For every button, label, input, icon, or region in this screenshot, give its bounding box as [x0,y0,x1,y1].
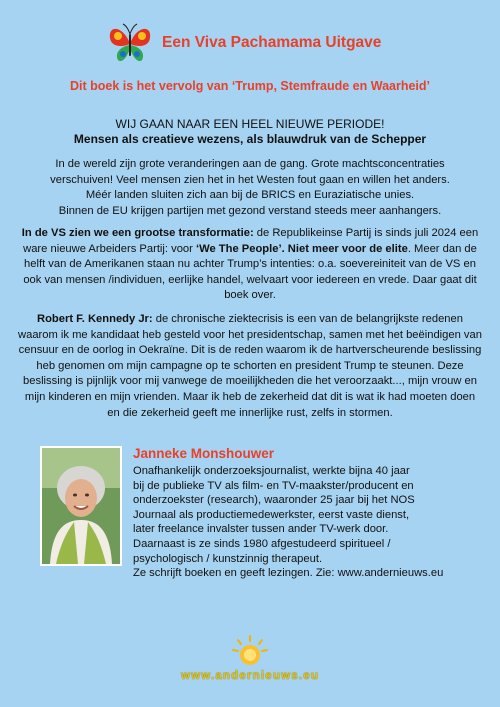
paragraph-world-changes [18,157,482,219]
p1-line: In de wereld zijn grote veranderingen aan de gang. Grote machtsconcentraties [55,158,445,170]
sequel-line: Dit boek is het vervolg van ‘Trump, Stemfraude en Waarheid’ [69,79,431,93]
bio-line: Journaal als productiemedewerkster, eerst vaste dienst, [133,508,410,521]
bio-line: Daarnaast is ze sinds 1980 afgestudeerd spiritueel / [133,537,391,550]
p1-line: Méér landen sluiten zich aan bij de BRICS en Euraziatische unies. [85,189,415,202]
p2-lead: In de VS zien we een grootse transformatie: [21,227,254,239]
p2-text-2: . Meer dan de helft van de Amerikanen staan nu achter Trump’s intenties: o.a. soevereiniteit van de VS en ook van mensen /individuen, eerlijke handel, welvaart voor iedereen en vrede. Daar gaat dit boek over. [23,242,477,302]
author-block [133,446,483,581]
header [0,18,500,68]
butterfly-logo-icon [106,22,154,64]
paragraph-usa-transformation [18,226,482,304]
heading-line-2: Mensen als creatieve wezens, als blauwdruk van de Schepper [73,132,427,146]
website-link[interactable]: www.andernieuws.eu [180,670,320,682]
p2-text-1: de Republikeinse Partij is sinds juli 2024 een ware nieuwe Arbeiders Partij: voor [23,227,479,255]
bio-line: onderzoekster (research), waaronder 25 jaar bij het NOS [133,494,415,507]
main-heading [20,117,480,147]
publisher-title: Een Viva Pachamama Uitgave [162,34,382,51]
bio-line: later freelance invalster tussen ander TV-werk door. [133,523,389,536]
sun-logo-icon [230,634,270,668]
heading-line-1: WIJ GAAN NAAR EEN HEEL NIEUWE PERIODE! [115,117,385,131]
bio-line: Onafhankelijk onderzoeksjournalist, werkte bijna 40 jaar [133,465,410,477]
bio-line: Ze schrijft boeken en geeft lezingen. Zie: www.andernieuws.eu [133,567,444,580]
bio-line: psychologisch / kunstzinnig therapeut. [133,552,323,565]
p3-text: de chronische ziektecrisis is een van de belangrijkste redenen waarom ik me kandidaat heb gesteld voor het presidentschap, samen met het beëindigen van censuur en de oorlog in Oekraïne. Dit is de reden waarom ik de hartverscheurende beslissing heb genomen om mijn campagne op te schorten en president Trump te steunen. Deze beslissing is pijnlijk voor mij vanwege de moeilijkheden die het veroorzaakt..., mijn vrouw en mijn kinderen en mijn vrienden. Maar ik heb de zekerheid dat dit is wat ik had moeten doen en die zekerheid geeft me innerlijke rust, zelfs in stormen. [18,313,482,419]
p2-emphasis: ‘We The People’. Niet meer voor de elite [196,242,408,255]
bio-line: bij de publieke TV als film- en TV-maakster/producent en [133,479,414,492]
author-portrait-image [42,448,120,564]
paragraph-rfk-quote [18,312,482,421]
p1-line: verschuiven! Veel mensen zien het in het Westen fout gaan en willen het anders. [50,173,450,186]
author-bio [133,464,483,581]
author-photo [40,446,122,566]
p3-lead: Robert F. Kennedy Jr: [37,313,153,325]
author-name: Janneke Monshouwer [133,446,275,461]
p1-line: Binnen de EU krijgen partijen met gezond verstand steeds meer aanhangers. [58,204,442,217]
